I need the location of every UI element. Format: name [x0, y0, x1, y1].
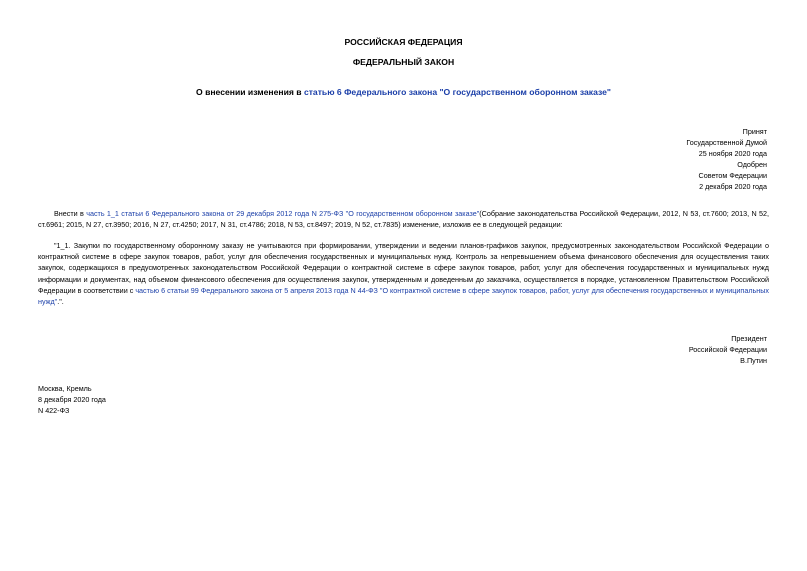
adoption-line: Советом Федерации [698, 171, 767, 181]
paragraph-amendment [38, 208, 769, 230]
law-number: N 422-ФЗ [38, 406, 70, 416]
adoption-line: 2 декабря 2020 года [699, 182, 767, 192]
adoption-line: Государственной Думой [686, 138, 767, 148]
document-title [0, 87, 807, 97]
title-prefix: О внесении изменения в [196, 87, 304, 97]
signature-line: Российской Федерации [688, 345, 767, 355]
signature-line: В.Путин [740, 356, 767, 366]
para1-link[interactable]: часть 1_1 статьи 6 Федерального закона от 29 декабря 2012 года N 275-ФЗ "О государственном оборонном заказе" [86, 209, 480, 218]
signature-block [689, 333, 767, 366]
header-country: РОССИЙСКАЯ ФЕДЕРАЦИЯ [344, 37, 463, 47]
signature-line: Президент [731, 334, 767, 343]
place-line: Москва, Кремль [38, 384, 92, 393]
adoption-line: Одобрен [737, 160, 767, 170]
place-date-block [38, 383, 106, 416]
date-line: 8 декабря 2020 года [38, 395, 106, 405]
para2-text: "1_1. Закупки по государственному оборонному заказу не учитываются при формировании, утверждении и ведении планов-графиков закупок, предусмотренных законодательством Российской Федерации о контрактной системе в сфере закупок товаров, работ, услуг для обеспечения государственных и муниципальных нужд. Контроль за непревышением объема финансового обеспечения для осуществления таких закупок, содержащихся в предусмотренных законодательством Российской Федерации о контрактной системе в сфере закупок товаров, работ, услуг для обеспечения государственных и муниципальных нужд информации и документах, над объемом финансового обеспечения для осуществления закупок, утвержденным и доведенным до заказчика, осуществляется в порядке, установленном Правительством Российской Федерации в соответствии с [38, 241, 769, 295]
adoption-line: Принят [742, 127, 767, 136]
para2-suffix: .". [57, 297, 64, 307]
para1-prefix: Внести в [54, 209, 87, 218]
para2-link[interactable]: частью 6 статьи 99 Федерального закона от 5 апреля 2013 года N 44-ФЗ "О контрактной системе в сфере закупок товаров, работ, услуг для обеспечения государственных и муниципальных нужд" [38, 285, 769, 307]
para1-suffix: (Собрание законодательства Российской Федерации, 2012, N 53, ст.7600; 2013, N 52, ст.6961; 2015, N 27, ст.3950; 2016, N 27, ст.4250; 2017, N 31, ст.4786; 2018, N 53, ст.8497; 2019, N 52, ст.7835) изменение, изложив ее в следующей редакции: [38, 209, 769, 230]
adoption-line: 25 ноября 2020 года [698, 149, 767, 159]
adoption-block [686, 126, 767, 193]
title-link[interactable]: статью 6 Федерального закона "О государственном оборонном заказе" [303, 87, 611, 97]
header-law-type: ФЕДЕРАЛЬНЫЙ ЗАКОН [352, 57, 455, 67]
paragraph-new-text [38, 240, 769, 307]
